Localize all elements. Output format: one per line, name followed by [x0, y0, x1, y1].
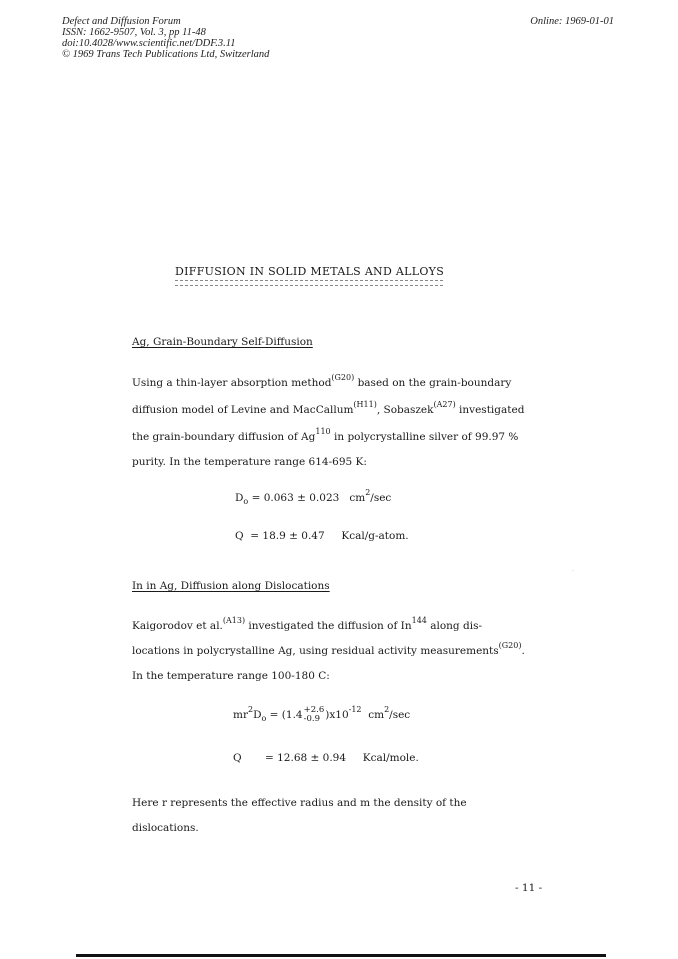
ref-g20: (G20): [331, 373, 355, 382]
error-bounds: +2.6 -0.9: [303, 705, 325, 724]
section2-heading: In in Ag, Diffusion along Dislocations: [132, 580, 330, 592]
isotope-in144: 144: [411, 616, 427, 625]
journal-header: [62, 16, 269, 60]
title-double-rule: [175, 280, 443, 286]
copyright-line: © 1969 Trans Tech Publications Ltd, Switzerland: [62, 49, 270, 60]
section1-para-line4: purity. In the temperature range 614-695 K:: [132, 456, 367, 468]
section1-para-line3: the grain-boundary diffusion of Ag$^{110}$ in polycrystalline silver of 99.97 %: [132, 427, 519, 443]
ref-h11: (H11): [353, 400, 377, 409]
section1-para-line1: Using a thin-layer absorption method$^{(G20)}$ based on the grain-boundary: [132, 373, 512, 389]
page-title: DIFFUSION IN SOLID METALS AND ALLOYS: [175, 265, 445, 278]
bottom-rule: [76, 954, 606, 957]
isotope-ag110: 110: [315, 427, 331, 436]
closing-line2: dislocations.: [132, 822, 199, 834]
equation-mr2d0-indium: $mr^2D_o = (1.4$ +2.6 -0.9 )$x10^{-12}$ $cm^2/\sec$: [233, 705, 411, 724]
ref-a13: (A13): [222, 616, 246, 625]
section2-para-line1: Kaigorodov et al.$^{(A13)}$ investigated the diffusion of In$^{144}$ along dis-: [132, 616, 483, 632]
section1-heading: Ag, Grain-Boundary Self-Diffusion: [132, 336, 313, 348]
equation-d0-silver: $D_o = 0.063 \pm 0.023$ $cm^2/\sec$: [235, 488, 392, 506]
section1-para-line2: diffusion model of Levine and MacCallum$^{(H11)}$, Sobaszek$^{(A27)}$ investigated: [132, 400, 525, 416]
section2-para-line3: In the temperature range 100-180 C:: [132, 670, 330, 682]
ref-a27: (A27): [433, 400, 456, 409]
section2-para-line2: locations in polycrystalline Ag, using residual activity measurements$^{(G20)}$.: [132, 641, 525, 657]
scan-speck: .: [572, 566, 574, 573]
closing-line1: Here r represents the effective radius and m the density of the: [132, 797, 467, 809]
equation-q-silver: Q = 18.9 ± 0.47 Kcal/g-atom.: [235, 530, 409, 542]
doi-line[interactable]: doi:10.4028/www.scientific.net/DDF.3.11: [62, 38, 236, 49]
online-date: Online: 1969-01-01: [530, 16, 614, 27]
journal-name: Defect and Diffusion Forum: [62, 16, 181, 27]
page-number: - 11 -: [515, 882, 543, 894]
ref-g20-second: (G20): [498, 641, 522, 650]
issn-line: ISSN: 1662-9507, Vol. 3, pp 11-48: [62, 27, 206, 38]
equation-q-indium: Q = 12.68 ± 0.94 Kcal/mole.: [233, 752, 419, 764]
